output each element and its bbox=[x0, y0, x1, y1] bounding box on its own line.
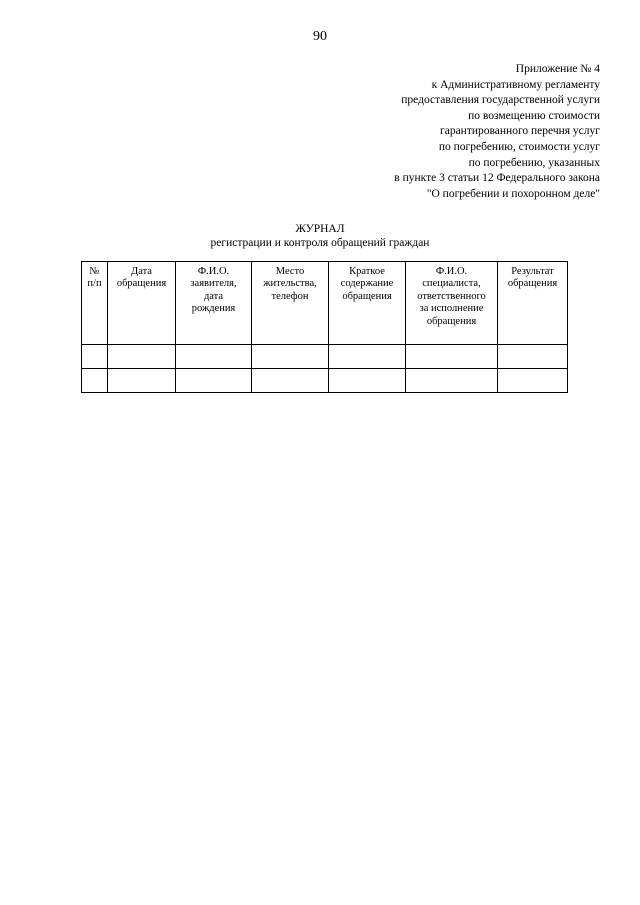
journal-table bbox=[81, 261, 568, 393]
table-header-row bbox=[82, 262, 568, 345]
journal-heading bbox=[0, 222, 640, 250]
appendix-line: по погребению, стоимости услуг bbox=[438, 140, 600, 153]
journal-title: ЖУРНАЛ bbox=[295, 223, 345, 235]
table-cell bbox=[176, 345, 252, 369]
journal-subtitle: регистрации и контроля обращений граждан bbox=[210, 237, 430, 249]
table-cell bbox=[329, 369, 406, 393]
column-header: Дата обращения bbox=[108, 262, 176, 345]
table-cell bbox=[176, 369, 252, 393]
appendix-line: предоставления государственной услуги bbox=[401, 94, 600, 107]
appendix-line: по возмещению стоимости bbox=[468, 109, 600, 122]
table-cell bbox=[406, 369, 498, 393]
column-header: № п/п bbox=[82, 262, 108, 345]
column-header: Место жительства, телефон bbox=[252, 262, 329, 345]
column-header: Результат обращения bbox=[498, 262, 568, 345]
page-number: 90 bbox=[313, 29, 327, 44]
table-cell bbox=[406, 345, 498, 369]
appendix-line: Приложение № 4 bbox=[515, 63, 600, 75]
table-cell bbox=[82, 345, 108, 369]
table-row bbox=[82, 345, 568, 369]
appendix-line: в пункте 3 статьи 12 Федерального закона bbox=[394, 172, 600, 185]
table-cell bbox=[329, 345, 406, 369]
table-cell bbox=[252, 369, 329, 393]
appendix-line: гарантированного перечня услуг bbox=[440, 125, 600, 138]
appendix-line: к Административному регламенту bbox=[431, 78, 600, 91]
column-header: Ф.И.О. заявителя, дата рождения bbox=[176, 262, 252, 345]
table-cell bbox=[82, 369, 108, 393]
table-cell bbox=[252, 345, 329, 369]
appendix-header bbox=[394, 62, 600, 202]
appendix-line: по погребению, указанных bbox=[468, 156, 600, 169]
table-cell bbox=[108, 345, 176, 369]
table-row bbox=[82, 369, 568, 393]
appendix-line: "О погребении и похоронном деле" bbox=[426, 187, 600, 200]
table-cell bbox=[498, 369, 568, 393]
table-cell bbox=[108, 369, 176, 393]
column-header: Краткое содержание обращения bbox=[329, 262, 406, 345]
column-header: Ф.И.О. специалиста, ответственного за исполнение обращения bbox=[406, 262, 498, 345]
table-cell bbox=[498, 345, 568, 369]
